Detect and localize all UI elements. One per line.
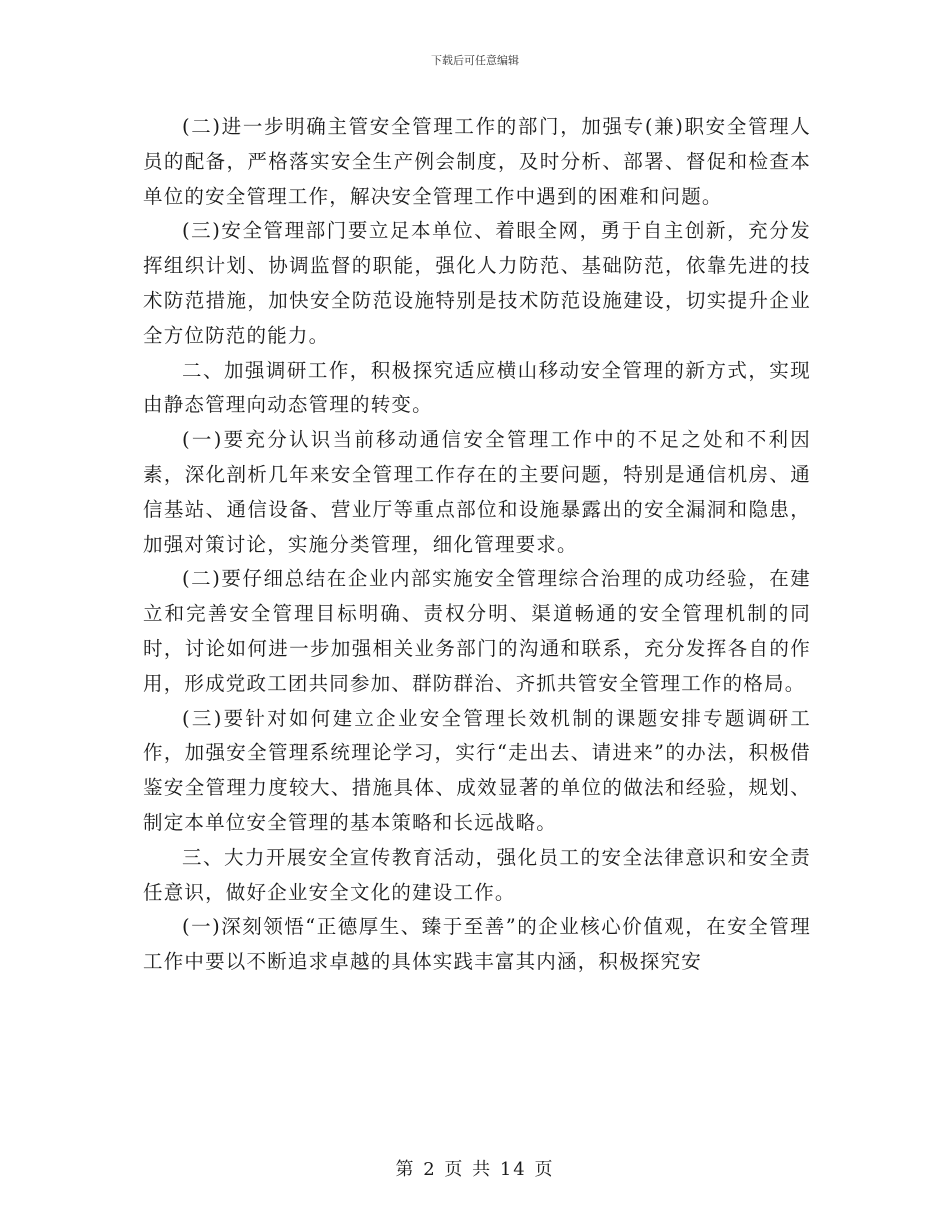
paragraph: (一)要充分认识当前移动通信安全管理工作中的不足之处和不利因素，深化剖析几年来安全管理工作存在的主要问题，特别是通信机房、通信基站、通信设备、营业厅等重点部位和设施暴露出的安全漏洞和隐患，加强对策讨论，实施分类管理，细化管理要求。	[143, 428, 811, 556]
paragraph: (二)要仔细总结在企业内部实施安全管理综合治理的成功经验，在建立和完善安全管理目标明确、责权分明、渠道畅通的安全管理机制的同时，讨论如何进一步加强相关业务部门的沟通和联系，充分发挥各自的作用，形成党政工团共同参加、群防群治、齐抓共管安全管理工作的格局。	[143, 567, 811, 695]
page-number-footer: 第 2 页 共 14 页	[395, 1159, 555, 1180]
paragraph: (二)进一步明确主管安全管理工作的部门，加强专(兼)职安全管理人员的配备，严格落实安全生产例会制度，及时分析、部署、督促和检查本单位的安全管理工作，解决安全管理工作中遇到的困难和问题。	[143, 115, 811, 208]
paragraph: 二、加强调研工作，积极探究适应横山移动安全管理的新方式，实现由静态管理向动态管理的转变。	[143, 358, 811, 417]
paragraph: (三)要针对如何建立企业安全管理长效机制的课题安排专题调研工作，加强安全管理系统理论学习，实行“走出去、请进来”的办法，积极借鉴安全管理力度较大、措施具体、成效显著的单位的做法和经验，规划、制定本单位安全管理的基本策略和长远战略。	[143, 706, 811, 834]
page-header: 下载后可任意编辑	[431, 54, 519, 67]
paragraph: (三)安全管理部门要立足本单位、着眼全网，勇于自主创新，充分发挥组织计划、协调监督的职能，强化人力防范、基础防范，依靠先进的技术防范措施，加快安全防范设施特别是技术防范设施建设，切实提升企业全方位防范的能力。	[143, 219, 811, 347]
document-body	[143, 110, 811, 980]
paragraph: (一)深刻领悟“正德厚生、臻于至善”的企业核心价值观，在安全管理工作中要以不断追求卓越的具体实践丰富其内涵，积极探究安	[143, 915, 811, 974]
paragraph: 三、大力开展安全宣传教育活动，强化员工的安全法律意识和安全责任意识，做好企业安全文化的建设工作。	[143, 845, 811, 904]
